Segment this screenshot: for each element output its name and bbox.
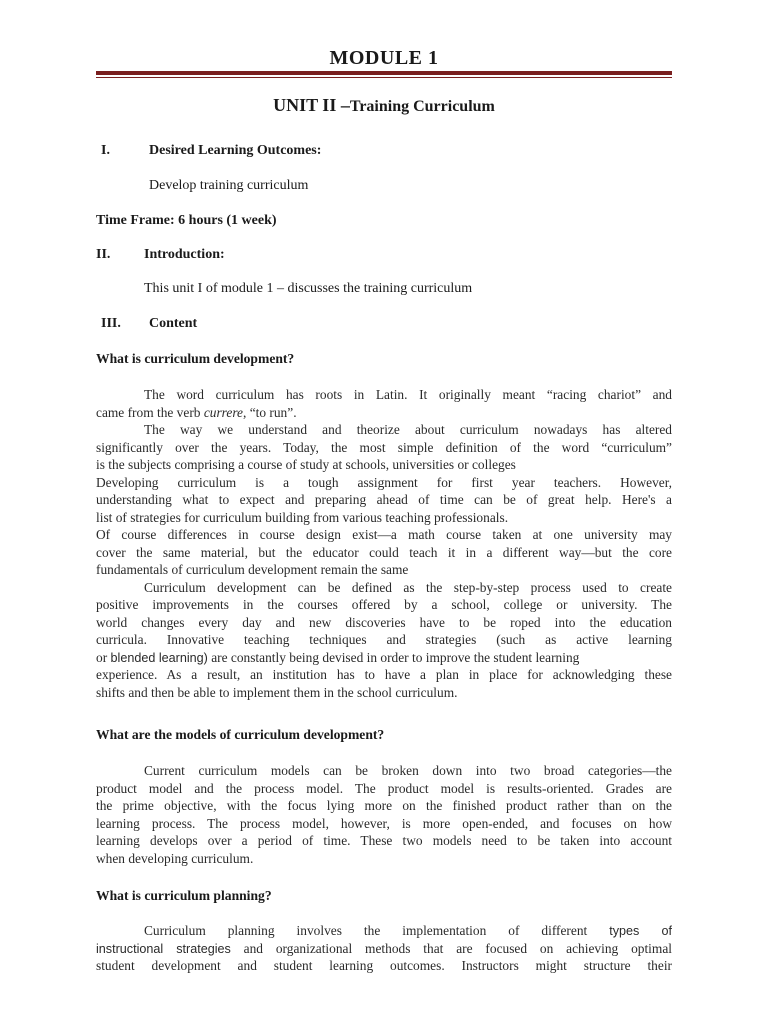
paragraph-curriculum-development <box>96 386 672 701</box>
section-3-number: III. <box>101 316 121 331</box>
paragraph-line: list of strategies for curriculum building from various teaching professionals. <box>96 509 509 525</box>
paragraph-line: The word curriculum has roots in Latin. It originally meant “racing chariot” and <box>144 387 672 402</box>
paragraph-models <box>96 762 672 867</box>
paragraph-line: significantly over the years. Today, the most simple definition of the word “curriculum” <box>96 439 672 455</box>
paragraph-line: Developing curriculum is a tough assignment for first year teachers. However, <box>96 474 672 490</box>
paragraph-line <box>96 649 672 667</box>
unit-title <box>0 95 768 116</box>
header-rule-thin <box>96 77 672 78</box>
section-1-number: I. <box>101 143 110 158</box>
heading-models: What are the models of curriculum development? <box>96 727 385 742</box>
types-of-link[interactable]: types of <box>609 924 672 938</box>
latin-term: currere <box>203 404 243 420</box>
paragraph-line: the prime objective, with the focus lying more on the finished product rather than on the <box>96 798 672 813</box>
paragraph-line: Current curriculum models can be broken down into two broad categories—the <box>144 763 672 778</box>
heading-planning: What is curriculum planning? <box>96 888 272 903</box>
section-3-title: Content <box>149 316 198 331</box>
section-1-body: Develop training curriculum <box>149 178 309 193</box>
paragraph-line: The way we understand and theorize about curriculum nowadays has altered <box>144 422 672 437</box>
paragraph-line: experience. As a result, an institution has to have a plan in place for acknowledging these <box>96 667 672 682</box>
section-1-title: Desired Learning Outcomes: <box>149 143 322 158</box>
paragraph-line: when developing curriculum. <box>96 850 254 866</box>
paragraph-line: curricula. Innovative teaching techniques and strategies (such as active learning <box>96 632 672 647</box>
line-text: came from the verb <box>96 404 204 420</box>
section-2-body: This unit I of module 1 – discusses the training curriculum <box>144 281 473 296</box>
instructional-strategies-link[interactable]: instructional strategies <box>96 941 231 956</box>
time-frame: Time Frame: 6 hours (1 week) <box>96 213 277 228</box>
paragraph-line <box>96 940 672 958</box>
paragraph-line: world changes every day and new discoveries have to be roped into the education <box>96 614 672 630</box>
paragraph-line: understanding what to expect and preparing ahead of time can be of great help. Here's a <box>96 492 672 507</box>
blended-learning-link[interactable]: blended learning) <box>110 650 208 665</box>
section-2-number: II. <box>96 247 111 262</box>
section-2-title: Introduction: <box>144 247 225 262</box>
line-text: Curriculum planning involves the implementation of different <box>144 923 588 938</box>
line-text: , “to run”. <box>243 404 297 420</box>
paragraph-line: learning develops over a period of time. These two models need to be taken into account <box>96 833 672 848</box>
paragraph-line: student development and student learning outcomes. Instructors might structure their <box>96 958 672 973</box>
header-rule-thick <box>96 71 672 75</box>
unit-label: UNIT II – <box>273 95 350 115</box>
paragraph-planning <box>96 922 672 975</box>
unit-subtitle: Training Curriculum <box>349 98 495 115</box>
paragraph-line: learning process. The process model, however, is more open-ended, and focuses on how <box>96 815 672 831</box>
paragraph-line: Of course differences in course design exist—a math course taken at one university may <box>96 527 672 542</box>
paragraph-line <box>96 922 672 940</box>
paragraph-line: shifts and then be able to implement them in the school curriculum. <box>96 684 458 700</box>
paragraph-line <box>96 404 672 422</box>
paragraph-line: cover the same material, but the educator could teach it in a different way—but the core <box>96 544 672 560</box>
line-text: and organizational methods that are focused on achieving optimal <box>230 940 672 956</box>
paragraph-line: is the subjects comprising a course of study at schools, universities or colleges <box>96 457 516 472</box>
paragraph-line: product model and the process model. The product model is results-oriented. Grades are <box>96 780 672 796</box>
heading-curriculum-development: What is curriculum development? <box>96 351 295 366</box>
paragraph-line: positive improvements in the courses offered by a school, college or university. The <box>96 597 672 612</box>
paragraph-line: Curriculum development can be defined as the step-by-step process used to create <box>144 579 672 595</box>
line-text: or <box>96 649 111 665</box>
paragraph-line: fundamentals of curriculum development remain the same <box>96 562 409 577</box>
line-text: are constantly being devised in order to improve the student learning <box>207 649 580 665</box>
module-title: MODULE 1 <box>329 47 439 69</box>
